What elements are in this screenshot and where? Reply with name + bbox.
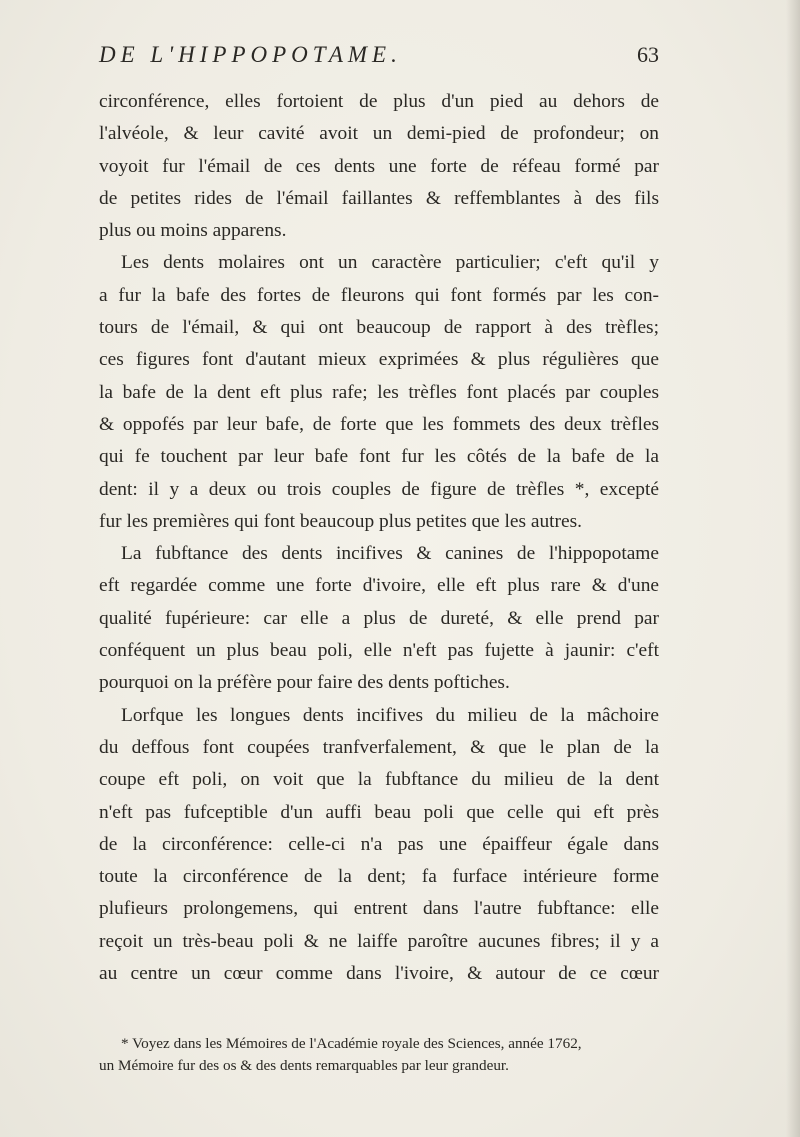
text-line: du deffous font coupées tranfverfalement, & que le plan de la [99, 736, 659, 758]
footnote-line: * Voyez dans les Mémoires de l'Académie royale des Sciences, année 1762, [121, 1035, 582, 1052]
footnote [99, 1033, 659, 1077]
text-line: circonférence, elles fortoient de plus d'un pied au dehors de [99, 91, 659, 112]
text-line: l'alvéole, & leur cavité avoit un demi-pied de profondeur; on [99, 123, 659, 145]
text-line: Les dents molaires ont un caractère particulier; c'eft qu'il y [121, 252, 659, 274]
footnote-line: un Mémoire fur des os & des dents remarquables par leur grandeur. [99, 1057, 509, 1074]
text-line: au centre un cœur comme dans l'ivoire, & autour de ce cœur [99, 963, 659, 985]
body-text [99, 86, 659, 990]
text-line: qualité fupérieure: car elle a plus de dureté, & elle prend par [99, 607, 659, 629]
text-line: ces figures font d'autant mieux exprimées & plus régulières que [99, 349, 659, 371]
page-number: 63 [637, 42, 659, 67]
text-line: reçoit un très-beau poli & ne laiffe paroître aucunes fibres; il y a [99, 930, 659, 952]
running-head: DE L'HIPPOPOTAME. [99, 42, 402, 67]
text-line: plus ou moins apparens. [99, 220, 287, 242]
text-line: conféquent un plus beau poli, elle n'eft pas fujette à jaunir: c'eft [99, 640, 659, 662]
text-line: voyoit fur l'émail de ces dents une forte de réfeau formé par [99, 155, 659, 177]
text-line: n'eft pas fufceptible d'un auffi beau poli que celle qui eft près [99, 801, 659, 823]
text-line: a fur la bafe des fortes de fleurons qui font formés par les con- [99, 284, 659, 306]
page-header [99, 42, 659, 78]
text-line: & oppofés par leur bafe, de forte que les fommets des deux trèfles [99, 413, 659, 435]
text-line: La fubftance des dents incifives & canines de l'hippopotame [121, 543, 659, 565]
text-line: plufieurs prolongemens, qui entrent dans l'autre fubftance: elle [99, 898, 659, 920]
text-line: tours de l'émail, & qui ont beaucoup de rapport à des trèfles; [99, 317, 659, 339]
text-line: fur les premières qui font beaucoup plus petites que les autres. [99, 510, 583, 532]
text-line: coupe eft poli, on voit que la fubftance du milieu de la dent [99, 769, 659, 791]
text-line: de petites rides de l'émail faillantes & reffemblantes à des fils [99, 187, 659, 209]
text-line: qui fe touchent par leur bafe font fur les côtés de la bafe de la [99, 446, 659, 468]
text-line: dent: il y a deux ou trois couples de figure de trèfles *, excepté [99, 478, 659, 500]
text-line: la bafe de la dent eft plus rafe; les trèfles font placés par couples [99, 381, 659, 403]
text-line: de la circonférence: celle-ci n'a pas une épaiffeur égale dans [99, 833, 659, 855]
text-line: toute la circonférence de la dent; fa furface intérieure forme [99, 866, 659, 888]
text-line: pourquoi on la préfère pour faire des dents poftiches. [99, 672, 510, 694]
text-line: eft regardée comme une forte d'ivoire, elle eft plus rare & d'une [99, 575, 659, 597]
page-edge-shadow [786, 0, 800, 1137]
text-line: Lorfque les longues dents incifives du milieu de la mâchoire [121, 704, 659, 726]
